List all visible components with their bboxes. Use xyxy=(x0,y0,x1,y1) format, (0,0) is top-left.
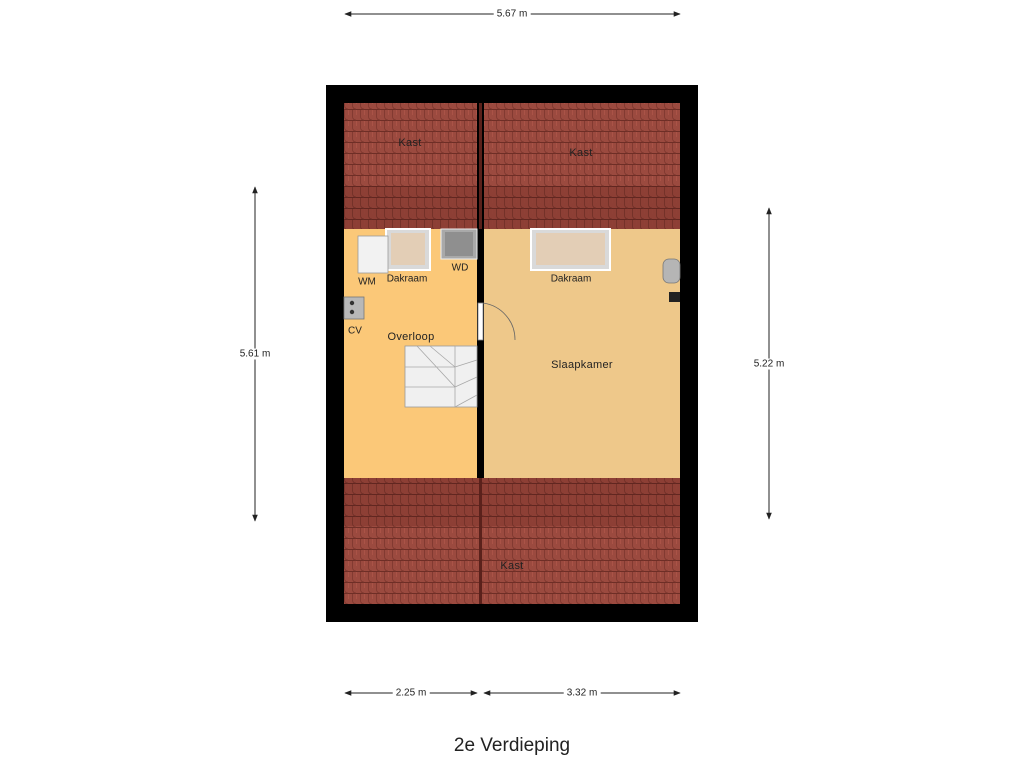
fixture-label-cv: CV xyxy=(348,325,362,337)
fixture-label-wm: WM xyxy=(358,276,376,288)
skylight-right xyxy=(531,229,610,270)
dimension-label-height-right: 5.22 m xyxy=(751,359,788,370)
roof-top-shade xyxy=(344,186,680,229)
room-label-kast: Kast xyxy=(398,137,422,149)
room-label-slaapkamer: Slaapkamer xyxy=(551,359,613,371)
staircase xyxy=(405,346,477,407)
floor-title: 2e Verdieping xyxy=(453,735,571,756)
roof-divider xyxy=(479,103,482,229)
room-label-kast: Kast xyxy=(569,147,593,159)
dimension-label-bottom-left: 2.25 m xyxy=(393,688,430,699)
skylight-left xyxy=(386,229,430,270)
dimension-label-height-left: 5.61 m xyxy=(237,349,274,360)
door-leaf xyxy=(478,303,483,340)
dryer-top xyxy=(445,232,473,256)
fixture-label-wd: WD xyxy=(451,262,469,274)
dimension-label-bottom-right: 3.32 m xyxy=(564,688,601,699)
interior-wall xyxy=(477,340,484,478)
dimension-label-width: 5.67 m xyxy=(494,9,531,20)
room-label-kast: Kast xyxy=(500,560,524,572)
room-label-overloop: Overloop xyxy=(387,331,435,343)
roof-divider xyxy=(479,478,482,604)
fixture-label-dakraam: Dakraam xyxy=(550,273,592,285)
washing-machine xyxy=(358,236,388,273)
roof-bottom-shade xyxy=(344,478,680,526)
fixture-label-dakraam: Dakraam xyxy=(386,273,428,285)
boiler xyxy=(344,297,364,319)
